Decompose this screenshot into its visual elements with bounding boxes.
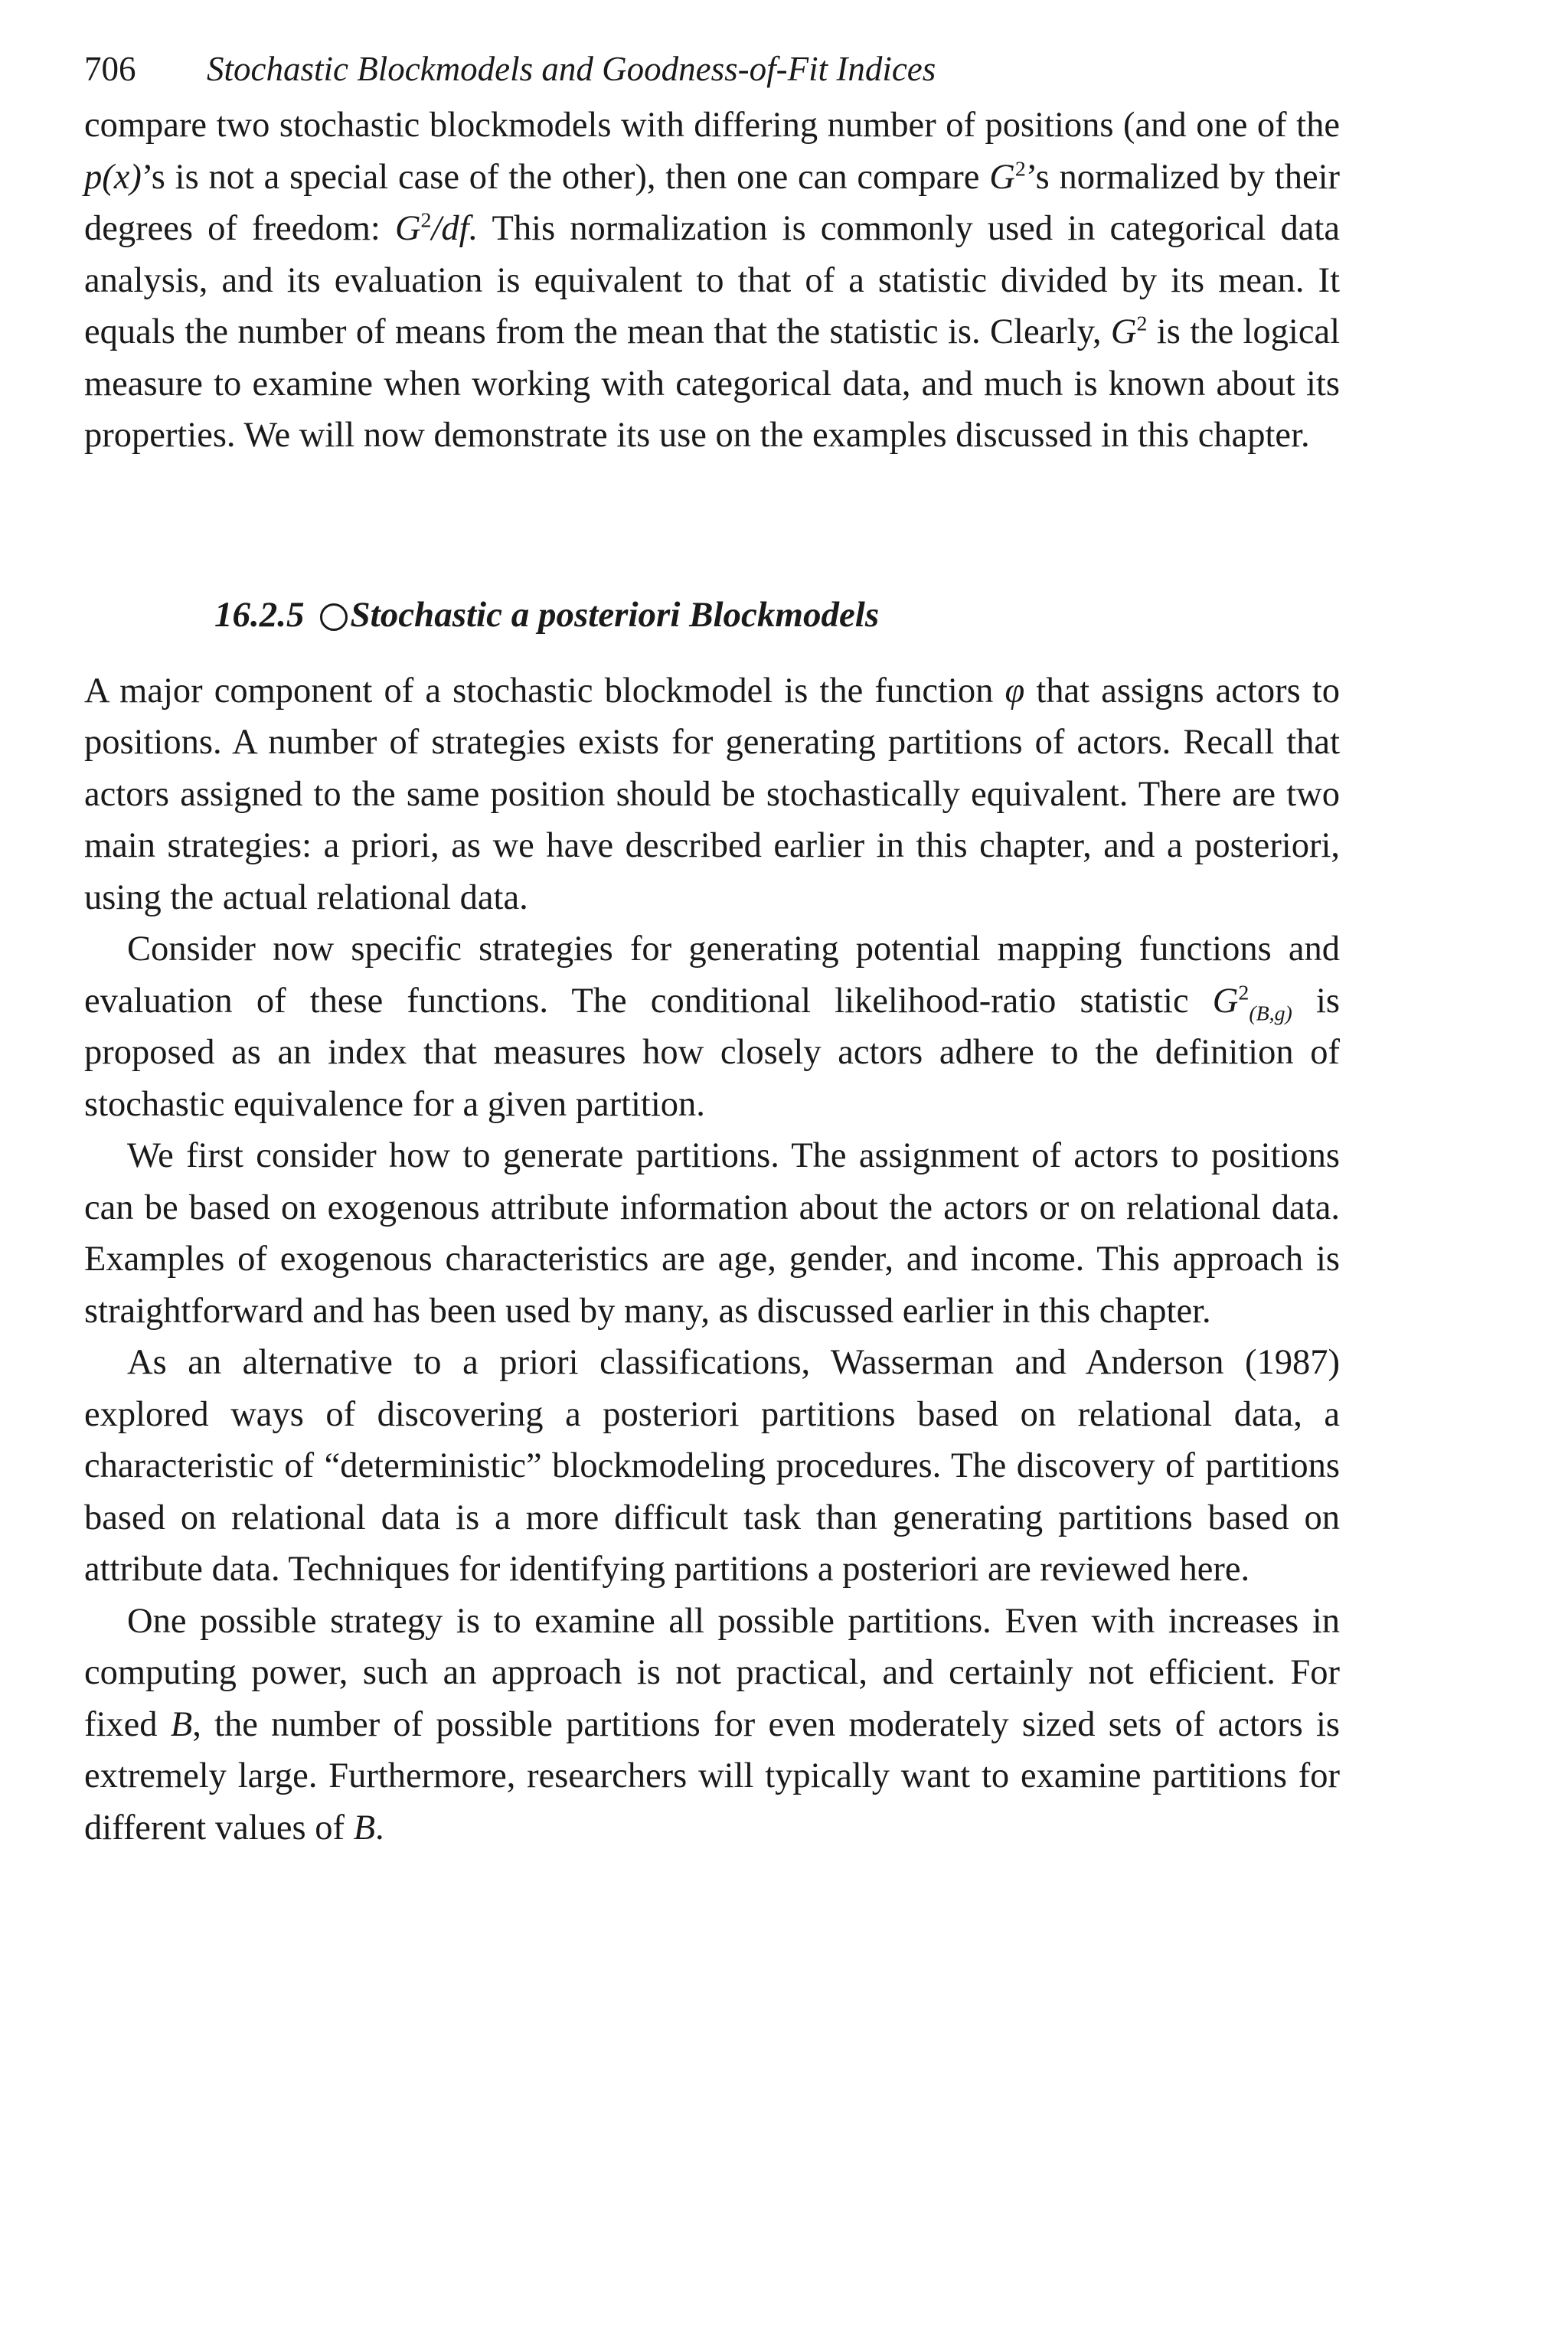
paragraph-all-partitions: One possible strategy is to examine all possible partitions. Even with increases in computing power, such an approach is not practical, and certainly not efficient. For fixed B, the number of possible partitions for even moderately sized sets of actors is extremely large. Furthermore, researchers will typically want to examine partitions for different values of B. bbox=[84, 1601, 1340, 1848]
page bbox=[84, 46, 1340, 1854]
paragraph-mapping-function: A major component of a stochastic blockmodel is the function φ that assigns actors to positions. A number of strategies exists for generating partitions of actors. Recall that actors assigned to the same position should be stochastically equivalent. There are two main strategies: a priori, as we have described earlier in this chapter, and a posteriori, using the actual relational data. bbox=[84, 671, 1340, 917]
running-title: Stochastic Blockmodels and Goodness-of-Fit Indices bbox=[207, 50, 936, 88]
paragraph-g2-normalization: compare two stochastic blockmodels with differing number of positions (and one of the p(x)’s is not a special case of the other), then one can compare $G^2’s$ normalized by their degrees of freedom: $G^2/df$. This normalization is commonly used in categorical data analysis, and its evaluation is equivalent to that of a statistic divided by its mean. It equals the number of means from the mean that the statistic is. Clearly, $G^2$ is the logical measure to examine when working with categorical data, and much is known about its properties. We will now demonstrate its use on the examples discussed in this chapter. bbox=[84, 106, 1341, 455]
paragraph-strategies: Consider now specific strategies for generating potential mapping functions and evaluation of these functions. The conditional likelihood-ratio statistic $G^2_{(B,g)}$ is proposed as an index that measures how closely actors adhere to the definition of stochastic equivalence for a given partition. bbox=[84, 929, 1341, 1124]
section-heading bbox=[84, 592, 1340, 638]
page-number: 706 bbox=[84, 50, 136, 88]
section-number: 16.2.5 bbox=[214, 594, 305, 635]
paragraph-a-posteriori: As an alternative to a priori classifications, Wasserman and Anderson (1987) explored ways of discovering a posteriori partitions based on relational data, a characteristic of “deterministic” blockmodeling procedures. The discovery of partitions based on relational data is a more difficult task than generating partitions based on attribute data. Techniques for identifying partitions a posteriori are reviewed here. bbox=[84, 1343, 1340, 1589]
circle-icon bbox=[320, 603, 348, 631]
paragraph-generate-partitions: We first consider how to generate partitions. The assignment of actors to positions can be based on exogenous attribute information about the actors or on relational data. Examples of exogenous characteristics are age, gender, and income. This approach is straightforward and has been used by many, as discussed earlier in this chapter. bbox=[84, 1136, 1340, 1331]
section-title: Stochastic a posteriori Blockmodels bbox=[350, 594, 880, 635]
running-head bbox=[84, 46, 1340, 100]
